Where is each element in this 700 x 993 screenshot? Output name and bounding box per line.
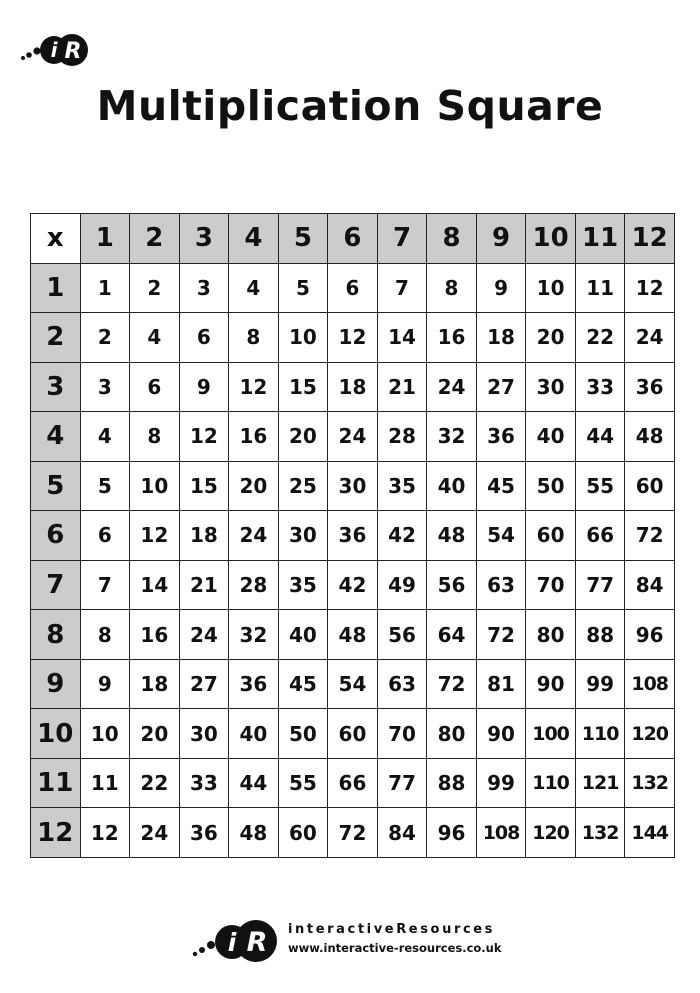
product-cell: 100 xyxy=(526,709,576,759)
row-header: 4 xyxy=(31,412,81,462)
product-cell: 8 xyxy=(427,263,477,313)
product-cell: 24 xyxy=(625,313,675,363)
product-cell: 55 xyxy=(278,758,328,808)
product-cell: 72 xyxy=(427,659,477,709)
product-cell: 80 xyxy=(427,709,477,759)
product-cell: 132 xyxy=(575,808,625,858)
product-cell: 110 xyxy=(575,709,625,759)
row-header: 2 xyxy=(31,313,81,363)
product-cell: 77 xyxy=(575,560,625,610)
footer xyxy=(192,914,522,968)
ir-logo-footer xyxy=(192,916,282,966)
product-cell: 99 xyxy=(575,659,625,709)
table-row xyxy=(31,659,675,709)
product-cell: 44 xyxy=(575,412,625,462)
product-cell: 12 xyxy=(229,362,279,412)
table-row xyxy=(31,313,675,363)
product-cell: 3 xyxy=(80,362,130,412)
svg-text:i: i xyxy=(50,38,58,62)
table-row xyxy=(31,709,675,759)
column-header: 6 xyxy=(328,214,378,264)
product-cell: 12 xyxy=(625,263,675,313)
product-cell: 14 xyxy=(377,313,427,363)
product-cell: 72 xyxy=(476,610,526,660)
product-cell: 120 xyxy=(526,808,576,858)
svg-text:R: R xyxy=(246,927,268,958)
row-header: 3 xyxy=(31,362,81,412)
row-header: 10 xyxy=(31,709,81,759)
product-cell: 12 xyxy=(179,412,229,462)
product-cell: 10 xyxy=(526,263,576,313)
product-cell: 50 xyxy=(278,709,328,759)
product-cell: 42 xyxy=(377,511,427,561)
product-cell: 12 xyxy=(130,511,180,561)
product-cell: 80 xyxy=(526,610,576,660)
product-cell: 66 xyxy=(328,758,378,808)
product-cell: 64 xyxy=(427,610,477,660)
product-cell: 56 xyxy=(427,560,477,610)
product-cell: 36 xyxy=(229,659,279,709)
product-cell: 7 xyxy=(80,560,130,610)
product-cell: 40 xyxy=(526,412,576,462)
product-cell: 6 xyxy=(130,362,180,412)
product-cell: 18 xyxy=(130,659,180,709)
product-cell: 60 xyxy=(328,709,378,759)
table-row xyxy=(31,362,675,412)
table-row xyxy=(31,461,675,511)
product-cell: 15 xyxy=(179,461,229,511)
product-cell: 4 xyxy=(229,263,279,313)
product-cell: 25 xyxy=(278,461,328,511)
product-cell: 21 xyxy=(377,362,427,412)
product-cell: 20 xyxy=(526,313,576,363)
footer-url: www.interactive-resources.co.uk xyxy=(288,941,502,955)
product-cell: 132 xyxy=(625,758,675,808)
product-cell: 7 xyxy=(377,263,427,313)
row-header: 1 xyxy=(31,263,81,313)
product-cell: 99 xyxy=(476,758,526,808)
product-cell: 10 xyxy=(80,709,130,759)
product-cell: 88 xyxy=(427,758,477,808)
column-header: 10 xyxy=(526,214,576,264)
product-cell: 42 xyxy=(328,560,378,610)
product-cell: 18 xyxy=(179,511,229,561)
product-cell: 4 xyxy=(130,313,180,363)
product-cell: 21 xyxy=(179,560,229,610)
product-cell: 96 xyxy=(625,610,675,660)
product-cell: 63 xyxy=(476,560,526,610)
row-header: 11 xyxy=(31,758,81,808)
product-cell: 2 xyxy=(130,263,180,313)
product-cell: 90 xyxy=(476,709,526,759)
product-cell: 45 xyxy=(278,659,328,709)
product-cell: 33 xyxy=(179,758,229,808)
product-cell: 50 xyxy=(526,461,576,511)
product-cell: 10 xyxy=(278,313,328,363)
product-cell: 70 xyxy=(377,709,427,759)
product-cell: 9 xyxy=(179,362,229,412)
column-header: 2 xyxy=(130,214,180,264)
product-cell: 20 xyxy=(278,412,328,462)
product-cell: 108 xyxy=(476,808,526,858)
product-cell: 30 xyxy=(278,511,328,561)
product-cell: 56 xyxy=(377,610,427,660)
product-cell: 48 xyxy=(625,412,675,462)
product-cell: 60 xyxy=(625,461,675,511)
product-cell: 55 xyxy=(575,461,625,511)
corner-cell: x xyxy=(31,214,81,264)
product-cell: 20 xyxy=(229,461,279,511)
product-cell: 24 xyxy=(229,511,279,561)
product-cell: 49 xyxy=(377,560,427,610)
row-header: 8 xyxy=(31,610,81,660)
column-header: 12 xyxy=(625,214,675,264)
product-cell: 77 xyxy=(377,758,427,808)
product-cell: 35 xyxy=(278,560,328,610)
ir-logo xyxy=(20,30,92,70)
product-cell: 66 xyxy=(575,511,625,561)
product-cell: 8 xyxy=(80,610,130,660)
product-cell: 60 xyxy=(526,511,576,561)
column-header: 3 xyxy=(179,214,229,264)
row-header: 12 xyxy=(31,808,81,858)
product-cell: 144 xyxy=(625,808,675,858)
product-cell: 81 xyxy=(476,659,526,709)
product-cell: 6 xyxy=(328,263,378,313)
product-cell: 8 xyxy=(229,313,279,363)
column-header: 4 xyxy=(229,214,279,264)
column-header: 8 xyxy=(427,214,477,264)
product-cell: 20 xyxy=(130,709,180,759)
product-cell: 4 xyxy=(80,412,130,462)
product-cell: 24 xyxy=(427,362,477,412)
column-header: 9 xyxy=(476,214,526,264)
product-cell: 28 xyxy=(229,560,279,610)
row-header: 5 xyxy=(31,461,81,511)
product-cell: 60 xyxy=(278,808,328,858)
product-cell: 28 xyxy=(377,412,427,462)
row-header: 9 xyxy=(31,659,81,709)
product-cell: 15 xyxy=(278,362,328,412)
product-cell: 90 xyxy=(526,659,576,709)
product-cell: 16 xyxy=(229,412,279,462)
product-cell: 40 xyxy=(229,709,279,759)
product-cell: 3 xyxy=(179,263,229,313)
product-cell: 24 xyxy=(328,412,378,462)
product-cell: 88 xyxy=(575,610,625,660)
product-cell: 48 xyxy=(328,610,378,660)
footer-brand: interactiveResources xyxy=(288,922,496,937)
svg-text:R: R xyxy=(64,39,82,64)
column-header: 5 xyxy=(278,214,328,264)
product-cell: 48 xyxy=(229,808,279,858)
product-cell: 32 xyxy=(229,610,279,660)
row-header: 7 xyxy=(31,560,81,610)
product-cell: 40 xyxy=(427,461,477,511)
product-cell: 48 xyxy=(427,511,477,561)
product-cell: 16 xyxy=(427,313,477,363)
column-header: 1 xyxy=(80,214,130,264)
product-cell: 30 xyxy=(328,461,378,511)
product-cell: 36 xyxy=(625,362,675,412)
product-cell: 35 xyxy=(377,461,427,511)
product-cell: 110 xyxy=(526,758,576,808)
product-cell: 9 xyxy=(80,659,130,709)
product-cell: 24 xyxy=(179,610,229,660)
column-header: 7 xyxy=(377,214,427,264)
product-cell: 24 xyxy=(130,808,180,858)
product-cell: 12 xyxy=(80,808,130,858)
column-header: 11 xyxy=(575,214,625,264)
product-cell: 84 xyxy=(625,560,675,610)
product-cell: 36 xyxy=(476,412,526,462)
product-cell: 72 xyxy=(625,511,675,561)
product-cell: 18 xyxy=(328,362,378,412)
table-row xyxy=(31,758,675,808)
product-cell: 40 xyxy=(278,610,328,660)
product-cell: 6 xyxy=(80,511,130,561)
product-cell: 54 xyxy=(328,659,378,709)
table-row xyxy=(31,511,675,561)
product-cell: 5 xyxy=(80,461,130,511)
product-cell: 9 xyxy=(476,263,526,313)
table-row xyxy=(31,808,675,858)
product-cell: 72 xyxy=(328,808,378,858)
product-cell: 27 xyxy=(476,362,526,412)
product-cell: 33 xyxy=(575,362,625,412)
product-cell: 16 xyxy=(130,610,180,660)
svg-text:i: i xyxy=(227,928,237,957)
product-cell: 44 xyxy=(229,758,279,808)
table-row xyxy=(31,560,675,610)
product-cell: 14 xyxy=(130,560,180,610)
table-row xyxy=(31,610,675,660)
product-cell: 2 xyxy=(80,313,130,363)
product-cell: 12 xyxy=(328,313,378,363)
product-cell: 6 xyxy=(179,313,229,363)
product-cell: 1 xyxy=(80,263,130,313)
product-cell: 45 xyxy=(476,461,526,511)
product-cell: 30 xyxy=(526,362,576,412)
product-cell: 30 xyxy=(179,709,229,759)
product-cell: 27 xyxy=(179,659,229,709)
product-cell: 96 xyxy=(427,808,477,858)
multiplication-table xyxy=(30,213,675,858)
product-cell: 18 xyxy=(476,313,526,363)
page-title: Multiplication Square xyxy=(96,82,604,130)
product-cell: 11 xyxy=(575,263,625,313)
product-cell: 36 xyxy=(179,808,229,858)
table-row xyxy=(31,263,675,313)
table-row xyxy=(31,412,675,462)
product-cell: 22 xyxy=(575,313,625,363)
product-cell: 84 xyxy=(377,808,427,858)
product-cell: 10 xyxy=(130,461,180,511)
product-cell: 63 xyxy=(377,659,427,709)
product-cell: 70 xyxy=(526,560,576,610)
product-cell: 8 xyxy=(130,412,180,462)
product-cell: 54 xyxy=(476,511,526,561)
product-cell: 22 xyxy=(130,758,180,808)
product-cell: 108 xyxy=(625,659,675,709)
row-header: 6 xyxy=(31,511,81,561)
product-cell: 5 xyxy=(278,263,328,313)
product-cell: 11 xyxy=(80,758,130,808)
product-cell: 32 xyxy=(427,412,477,462)
product-cell: 36 xyxy=(328,511,378,561)
product-cell: 121 xyxy=(575,758,625,808)
header-row xyxy=(31,214,675,264)
product-cell: 120 xyxy=(625,709,675,759)
